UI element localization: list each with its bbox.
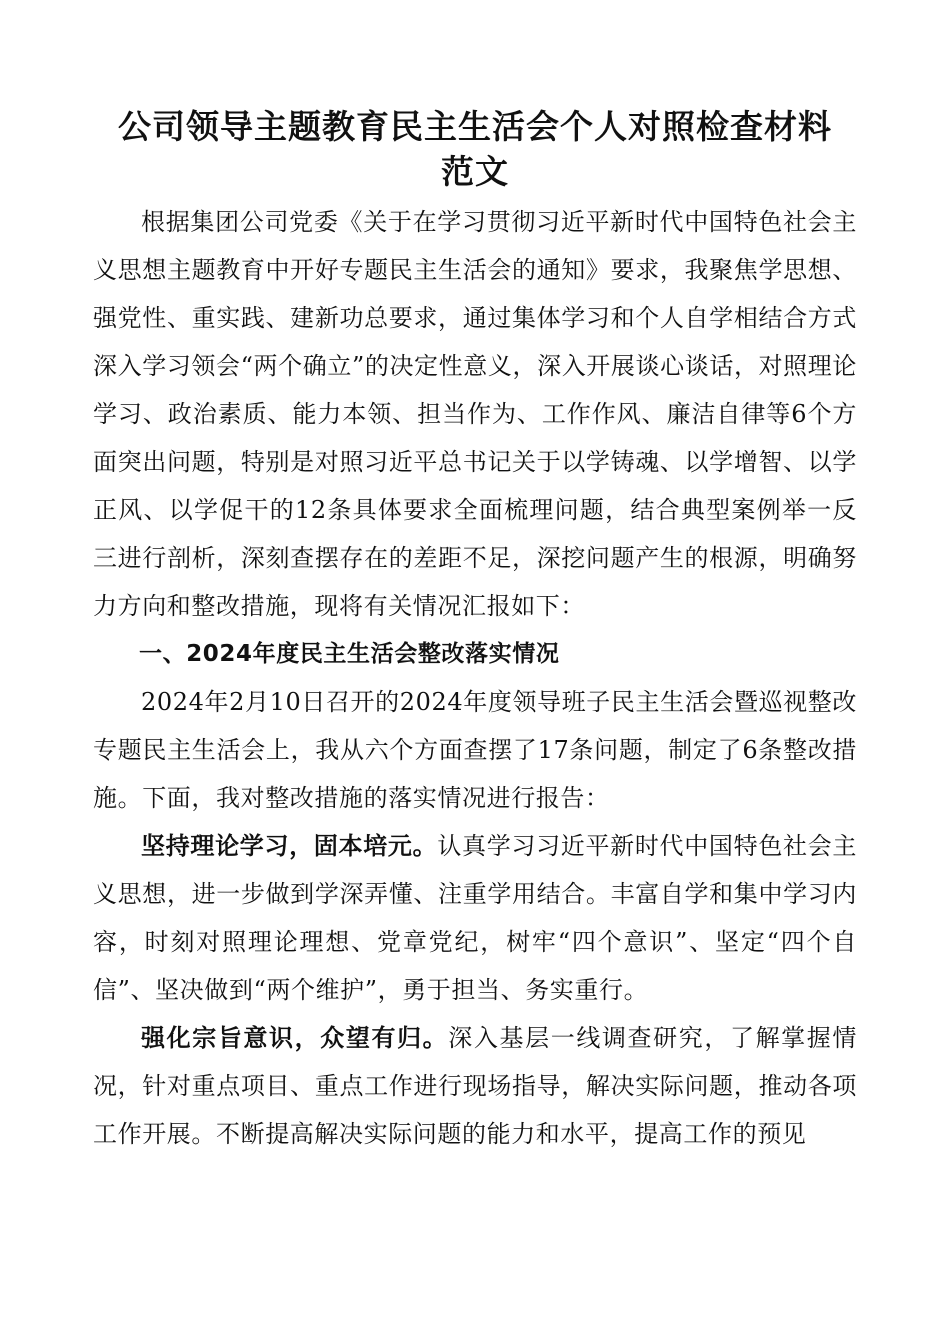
item-2-paragraph: [93, 1014, 857, 1158]
section-1-heading: 一、2024年度民主生活会整改落实情况: [139, 641, 560, 667]
item-1-text: 认真学习习近平新时代中国特色社会主义思想，进一步做到学深弄懂、注重学用结合。丰富自学和集中学习内容，时刻对照理论理想、党章党纪，树牢“四个意识”、坚定“四个自信”、坚决做到“两个维护”，勇于担当、务实重行。: [93, 832, 857, 1004]
section-1-paragraph: 2024年2月10日召开的2024年度领导班子民主生活会暨巡视整改专题民主生活会上，我从六个方面查摆了17条问题，制定了6条整改措施。下面，我对整改措施的落实情况进行报告：: [93, 688, 857, 812]
item-1-paragraph: [93, 822, 857, 1014]
intro-paragraph: 根据集团公司党委《关于在学习贯彻习近平新时代中国特色社会主义思想主题教育中开好专题民主生活会的通知》要求，我聚焦学思想、强党性、重实践、建新功总要求，通过集体学习和个人自学相结合方式深入学习领会“两个确立”的决定性意义，深入开展谈心谈话，对照理论学习、政治素质、能力本领、担当作为、工作作风、廉洁自律等6个方面突出问题，特别是对照习近平总书记关于以学铸魂、以学增智、以学正风、以学促干的12条具体要求全面梳理问题，结合典型案例举一反三进行剖析，深刻查摆存在的差距不足，深挖问题产生的根源，明确努力方向和整改措施，现将有关情况汇报如下：: [93, 208, 857, 620]
item-1-lead: 坚持理论学习，固本培元。: [141, 832, 438, 860]
document-body: [93, 198, 857, 1158]
document-title: [93, 104, 857, 194]
title-line-2: 范文: [441, 152, 509, 191]
title-line-1: 公司领导主题教育民主生活会个人对照检查材料: [118, 107, 832, 146]
item-2-lead: 强化宗旨意识，众望有归。: [141, 1024, 449, 1052]
item-2-text: 深入基层一线调查研究，了解掌握情况，针对重点项目、重点工作进行现场指导，解决实际问题，推动各项工作开展。不断提高解决实际问题的能力和水平，提高工作的预见: [93, 1024, 857, 1148]
document-page: [93, 104, 857, 1158]
